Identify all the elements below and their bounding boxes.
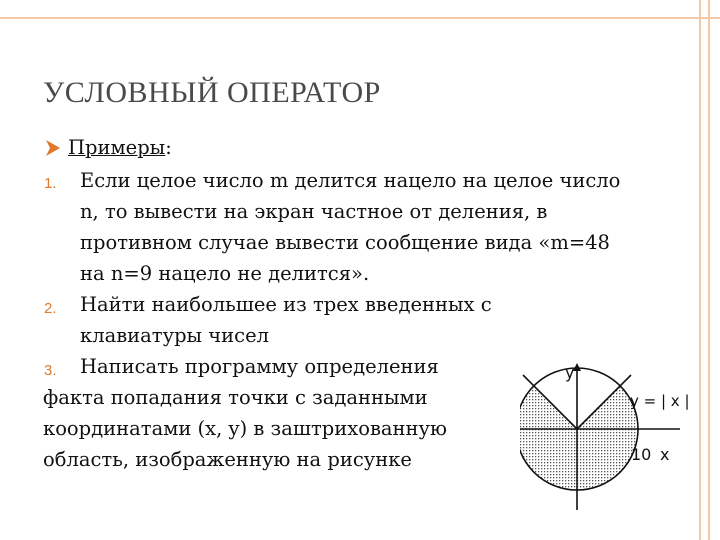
frame-line-right-outer (699, 0, 701, 540)
line-label: y = | x | (630, 392, 690, 410)
examples-heading (68, 132, 172, 163)
slide-title: УСЛОВНЫЙ ОПЕРАТОР (43, 76, 381, 109)
region-diagram (520, 360, 695, 510)
item-1-line-4: на n=9 нацело не делится». (80, 262, 370, 285)
frame-line-top (0, 17, 720, 19)
item-2-line-1: Найти наибольшее из трех введенных с (80, 293, 492, 316)
tick-label-10: 10 (631, 445, 652, 464)
x-axis-label: x (660, 445, 670, 464)
item-1-line-3: противном случае вывести сообщение вида «m=48 (80, 231, 610, 254)
item-number-1: 1. (44, 175, 57, 192)
examples-label: Примеры (68, 136, 166, 159)
item-1-line-2: n, то вывести на экран частное от деления, в (80, 200, 548, 223)
item-number-2: 2. (44, 300, 57, 317)
y-axis-label: y (565, 363, 575, 382)
frame-line-right-inner (708, 0, 710, 540)
item-3-line-1: Написать программу определения (80, 355, 439, 378)
item-3-line-2: факта попадания точки с заданными (43, 386, 428, 409)
item-number-3: 3. (44, 362, 57, 379)
item-3-line-3: координатами (x, y) в заштрихованную (43, 417, 447, 440)
item-1-line-1: Если целое число m делится нацело на целое число (80, 169, 621, 192)
item-3-line-4: область, изображенную на рисунке (43, 448, 412, 471)
item-2-line-2: клавиатуры чисел (80, 324, 270, 347)
bullet-icon (44, 139, 62, 157)
examples-colon: : (165, 136, 172, 159)
